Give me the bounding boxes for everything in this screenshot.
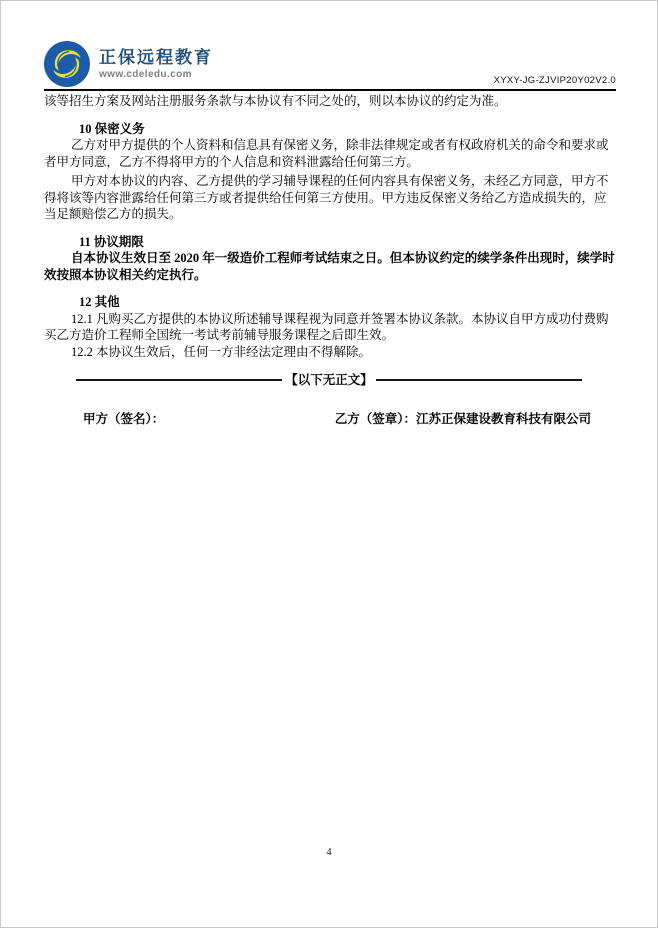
cdeledu-swirl-logo-icon: [44, 41, 90, 87]
logo-url: www.cdeledu.com: [99, 69, 192, 81]
logo: [44, 41, 213, 87]
intro-continuation-line: 该等招生方案及网站注册服务条款与本协议有不同之处的，则以本协议的约定为准。: [44, 94, 507, 108]
section-12-paragraph: 12.2 本协议生效后，任何一方非经法定理由不得解除。: [71, 344, 372, 359]
party-a-signature-label: 甲方（签名）：: [83, 411, 165, 426]
signature-row: [44, 411, 616, 428]
section-12-paragraph: 12.1 凡购买乙方提供的本协议所述辅导课程视为同意并签署本协议条款。本协议自甲方成功付费购买乙方造价工程师全国统一考试考前辅导服务课程之后即生效。: [44, 311, 609, 342]
divider-line-left: [76, 379, 282, 381]
section-heading-11: 11 协议期限: [79, 234, 144, 249]
contract-body: [44, 93, 616, 427]
logo-text: [99, 48, 213, 80]
no-more-text-divider: [76, 372, 582, 389]
page-number: 4: [326, 847, 332, 858]
section-11-paragraph: 自本协议生效日至 2020 年一级造价工程师考试结束之日。但本协议约定的续学条件出现时，续学时效按照本协议相关约定执行。: [44, 251, 615, 282]
divider-line-right: [376, 379, 582, 381]
section-heading-10: 10 保密义务: [79, 121, 145, 136]
logo-title: 正保远程教育: [99, 47, 213, 67]
document-code: XYXY-JG-ZJVIP20Y02V2.0: [493, 75, 616, 86]
page-header: [44, 41, 616, 91]
section-10-paragraph: 甲方对本协议的内容、乙方提供的学习辅导课程的任何内容具有保密义务，未经乙方同意，甲方不得将该等内容泄露给任何第三方或者提供给任何第三方使用。甲方违反保密义务给乙方造成损失的，应当足额赔偿乙方的损失。: [44, 174, 609, 221]
party-b-signature-label: 乙方（签章）：江苏正保建设教育科技有限公司: [334, 411, 591, 426]
no-more-text-label: 【以下无正文】: [285, 373, 373, 387]
section-heading-12: 12 其他: [79, 295, 120, 309]
section-10-paragraph: 乙方对甲方提供的个人资料和信息具有保密义务，除非法律规定或者有权政府机关的命令和要求或者甲方同意，乙方不得将甲方的个人信息和资料泄露给任何第三方。: [44, 138, 609, 169]
